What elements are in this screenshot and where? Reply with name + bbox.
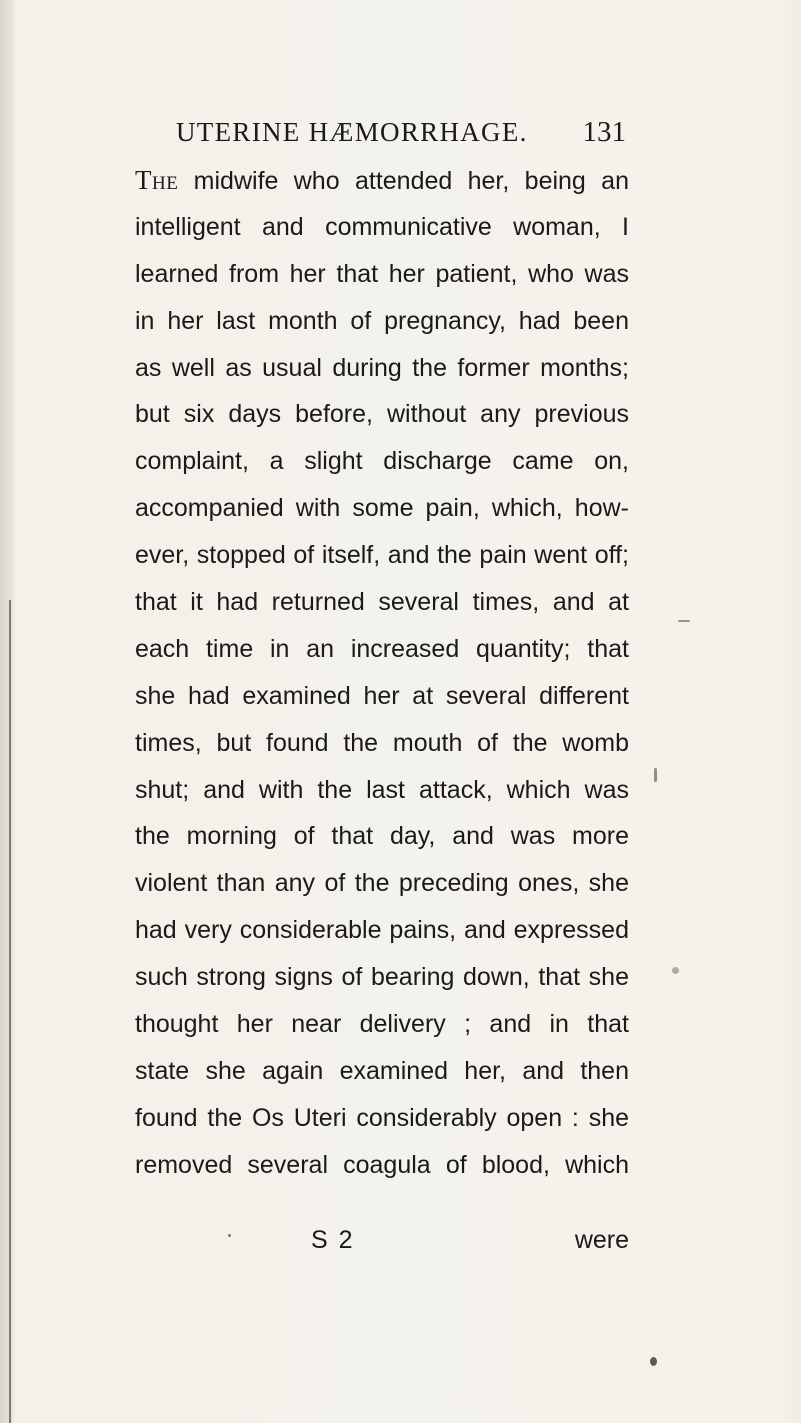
catchword: were (574, 1226, 629, 1254)
text-line: thought her near delivery ; and in that (135, 1010, 629, 1039)
text-line: such strong signs of bearing down, that she (135, 963, 629, 992)
text-line: found the Os Uteri considerably open : she (135, 1103, 629, 1132)
page-gutter (0, 0, 14, 1423)
signature-mark: S 2 (311, 1226, 355, 1254)
text-line: accompanied with some pain, which, how- (135, 494, 629, 523)
ink-speck (228, 1234, 231, 1237)
text-line: had very considerable pains, and expressed (135, 916, 629, 945)
text-line: she had examined her at several different (135, 681, 629, 710)
text-line: as well as usual during the former months; (135, 353, 629, 382)
text-line: in her last month of pregnancy, had been (135, 306, 629, 335)
running-title: UTERINE HÆMORRHAGE. (176, 117, 528, 147)
text-line: times, but found the mouth of the womb (135, 728, 629, 757)
text-line (135, 157, 629, 204)
text-line: complaint, a slight discharge came on, (135, 447, 629, 476)
text-line: each time in an increased quantity; that (135, 634, 629, 663)
first-word: The (135, 165, 179, 195)
text-line: violent than any of the preceding ones, she (135, 869, 629, 898)
text-line: state she again examined her, and then (135, 1056, 629, 1085)
text-line: the morning of that day, and was more (135, 822, 629, 851)
text-line: ever, stopped of itself, and the pain went off; (135, 541, 629, 570)
binding-edge (9, 600, 11, 1423)
page-header (176, 112, 626, 152)
text-line: shut; and with the last attack, which was (135, 775, 629, 804)
page-footer (135, 1217, 629, 1263)
first-line-rest: midwife who attended her, being an (178, 167, 629, 195)
page-number: 131 (582, 116, 626, 148)
ink-speck (678, 620, 690, 622)
ink-speck (672, 967, 679, 974)
text-line: intelligent and communicative woman, I (135, 212, 629, 241)
text-line: but six days before, without any previous (135, 400, 629, 429)
text-line: that it had returned several times, and at (135, 588, 629, 617)
text-line: learned from her that her patient, who was (135, 259, 629, 288)
ink-speck (654, 768, 657, 782)
body-text (135, 157, 629, 1189)
ink-speck (650, 1357, 657, 1366)
text-line: removed several coagula of blood, which (135, 1150, 629, 1179)
